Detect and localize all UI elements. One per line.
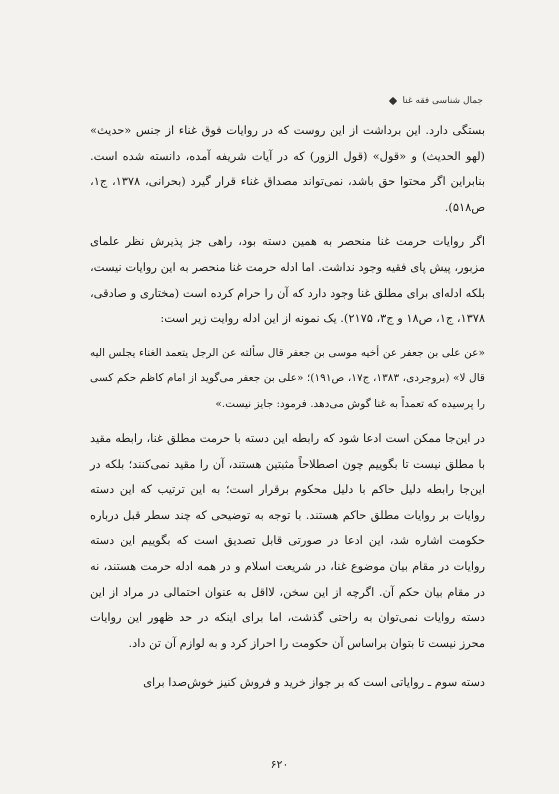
running-header	[390, 96, 483, 106]
header-title: جمال شناسی فقه غنا	[402, 96, 483, 106]
paragraph-4: دسته سوم ـ روایاتی است که بر جواز خرید و فروش کنیز خوش‌صدا برای	[143, 675, 485, 690]
quoted-hadith: «عن علی بن جعفر عن أخیه موسی بن جعفر قال سألته عن الرجل یتعمد الغناء یجلس الیه قال لا» (بروجردی، ۱۳۸۳، ج۱۷، ص۱۹۱)؛ «علی بن جعفر می‌گوید از امام کاظم حکم کسی را پرسیده که تعمداً به غنا گوش می‌دهد. فرمود: جایز نیست.»	[90, 346, 486, 410]
paragraph-3: در این‌جا ممکن است ادعا شود که رابطه این دسته با حرمت مطلق غنا، رابطه مقید با مطلق نیست تا بگوییم چون اصطلاحاً مثبتین هستند، آن را مقید نمی‌کنند؛ بلکه در این‌جا رابطه دلیل حاکم با دلیل محکوم برقرار است؛ به این ترتیب که این دسته روایات بر روایات مطلق حاکم هستند. با توجه به توضیحی که چند سطر قبل درباره حکومت اشاره شد، این ادعا در صورتی قابل تصدیق است که بگوییم این دسته روایات در مقام بیان موضوع غنا، در شریعت اسلام و در همه ادله حرمت هستند، نه در مقام بیان حکم آن. اگرچه از این سخن، لااقل به عنوان احتمالی در مراد از این دسته روایات نمی‌توان به راحتی گذشت، اما برای اینکه در حد ظهور این روایات محرز نیست تا بتوان براساس آن حکومت را احراز کرد و به لوازم آن تن داد.	[90, 430, 485, 650]
body-text	[90, 118, 485, 705]
paragraph-2: اگر روایات حرمت غنا منحصر به همین دسته بود، راهی جز پذیرش نظر علمای مزبور، پیش پای فقیه وجود نداشت. اما ادله حرمت غنا منحصر به این روایات نیست، بلکه ادله‌ای برای مطلق غنا وجود دارد که آن را حرام کرده است (مختاری و صادقی، ۱۳۷۸، ج۱، ص۱۸ و ج۳، ۲۱۷۵). یک نمونه از این ادله روایت زیر است:	[90, 234, 485, 326]
header-ornament-icon	[389, 97, 397, 105]
page-number: ۶۲۰	[270, 758, 289, 771]
paragraph-1: بستگی دارد. این برداشت از این روست که در روایات فوق غناء از جنس «حدیث» (لهو الحدیث) و «قول» (قول الزور) که در آیات شریفه آمده، دانسته شده است. بنابراین اگر محتوا حق باشد، نمی‌تواند مصداق غناء قرار گیرد (بحرانی، ۱۳۷۸، ج۱، ص۵۱۸).	[90, 123, 485, 214]
